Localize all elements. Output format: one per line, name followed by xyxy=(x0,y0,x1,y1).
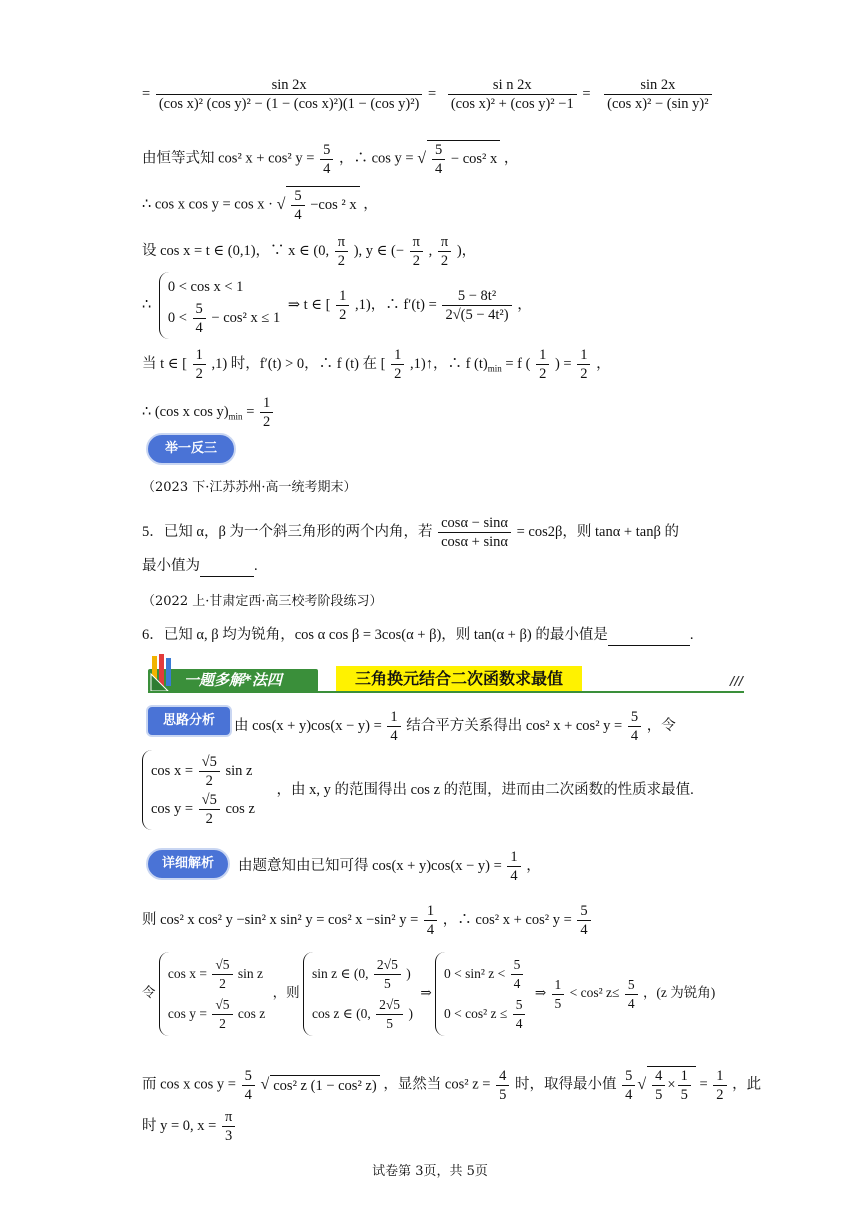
equation-system: cos x = $\frac{√5}{2}$ sin z cos y = $\frac{√5}{2}$ cos z xyxy=(142,750,255,830)
fraction: $\frac{4}{5}$ xyxy=(496,1067,509,1104)
fraction: $\frac{5}{4}$ xyxy=(320,141,333,178)
solution-line-1: 由题意知由已知可得 cos(x + y)cos(x − y) = $\frac{1}{4}$ ， xyxy=(238,849,541,884)
fraction: $\frac{1}{4}$ xyxy=(387,708,400,745)
fraction: $\frac{1}{2}$ xyxy=(260,394,273,431)
fraction: $\frac{\pi}{2}$ xyxy=(335,233,348,270)
answer-blank[interactable] xyxy=(608,625,690,646)
formula-line-2: 由恒等式知 cos² x + cos² y = $\frac{5}{4}$ ，∴ cos y = √ $\frac{5}{4}$ − cos² x ， xyxy=(142,141,519,177)
fraction: $\frac{1}{2}$ xyxy=(536,346,549,383)
solution-line-2: 则 cos² x cos² y −sin² x sin² y = cos² x −sin² y = $\frac{1}{4}$ ，∴ cos² x + cos² y = $\frac{5}{4}$ xyxy=(142,902,764,939)
radicand: $\frac{4}{5}$ × $\frac{1}{5}$ xyxy=(647,1066,696,1104)
equation-system: 0 < sin² z < $\frac{5}{4}$ 0 < cos² z ≤ $\frac{5}{4}$ xyxy=(435,952,527,1036)
fraction: $\frac{1}{5}$ xyxy=(552,976,565,1013)
banner-divider xyxy=(148,691,744,693)
radical-sign: √ xyxy=(260,1076,270,1093)
formula-line-6: 当 t ∈ [ $\frac{1}{2}$ ,1) 时，f′(t) > 0，∴ f (t) 在 [ $\frac{1}{2}$ ,1)↑，∴ f $(t)_{min} = f$ ( $\frac{1}{2}$ ) = $\frac{1}{2}$ ， xyxy=(142,347,611,382)
fraction: $\frac{4}{5}$ xyxy=(652,1067,665,1104)
source-note-2: （2022 上·甘肃定西·高三校考阶段练习） xyxy=(142,594,383,609)
fraction: $\frac{5}{4}$ xyxy=(291,187,304,224)
answer-blank[interactable] xyxy=(200,556,254,577)
fraction: $\frac{1}{5}$ xyxy=(678,1067,691,1104)
fraction: $\frac{5}{4}$ xyxy=(622,1067,635,1104)
equation-system: sin z ∈ (0, $\frac{2√5}{5}$ ) cos z ∈ (0, $\frac{2√5}{5}$ ) xyxy=(303,952,413,1036)
section-badge-analysis: 思路分析 xyxy=(146,705,232,737)
radical-sign: √ xyxy=(276,196,286,213)
formula-line-3: ∴ cos x cos y = cos x · √ $\frac{5}{4}$ −cos ² x ， xyxy=(142,188,378,223)
fraction: $\frac{\pi}{3}$ xyxy=(222,1108,235,1145)
fraction: $\frac{1}{2}$ xyxy=(577,346,590,383)
fraction: $\frac{2√5}{5}$ xyxy=(376,996,403,1033)
fraction: $\frac{\sin 2x}{\text{(cos x)² (cos y)² − (1 − (cos x)²)(1 − (cos y)²)}}$ xyxy=(156,76,423,113)
radical-sign: √ xyxy=(637,1076,647,1093)
formula-line-5: ∴ 0 < cos x < 1 0 < $\frac{5}{4}$ − cos² x ≤ 1 ⇒ t ∈ [ $\frac{1}{2}$ ,1)，∴ f′(t) = $\frac{\text{5 − 8t²}}{\text{2√(5 − 4t²)}}$ ， xyxy=(142,272,764,339)
fraction: $\frac{5}{4}$ xyxy=(513,996,526,1033)
analysis-line-2: cos x = $\frac{√5}{2}$ sin z cos y = $\frac{√5}{2}$ cos z ，由 x, y 的范围得出 cos z 的范围，进而由二次函数的性质求最值. xyxy=(142,750,764,830)
formula-line-4: 设 cos x = t ∈ (0,1)，∵ x ∈ (0, $\frac{\pi}{2}$ ), y ∈ (− $\frac{\pi}{2}$ , $\frac{\pi}{2}$ )， xyxy=(142,234,477,269)
fraction: $\frac{1}{2}$ xyxy=(391,346,404,383)
section-badge-practice: 举一反三 xyxy=(146,433,236,465)
fraction: $\frac{5}{4}$ xyxy=(628,708,641,745)
ruler-icon xyxy=(150,652,176,692)
fraction: $\frac{1}{4}$ xyxy=(424,902,437,939)
fraction: $\frac{√5}{2}$ xyxy=(212,996,232,1033)
fraction: $\frac{1}{2}$ xyxy=(713,1067,726,1104)
method-banner-topic: 三角换元结合二次函数求最值 xyxy=(336,666,582,692)
fraction: $\frac{5}{4}$ xyxy=(577,902,590,939)
fraction: $\frac{2√5}{5}$ xyxy=(374,956,401,993)
fraction: $\frac{\cos\alpha - \sin\alpha}{\cos\alpha + \sin\alpha}$ xyxy=(438,514,511,551)
radicand: $\frac{5}{4}$ −cos ² x xyxy=(286,186,359,224)
fraction: $\frac{1}{2}$ xyxy=(193,346,206,383)
fraction: $\frac{5}{4}$ xyxy=(432,141,445,178)
banner-decoration: /// xyxy=(730,674,744,688)
formula-line-1: = $\frac{\sin 2x}{\text{(cos x)² (cos y)² − (1 − (cos x)²)(1 − (cos y)²)}}$ = $\frac{\text{si n 2x}}{\text{(cos x)² + (cos y)² −1}}$ = $\frac{\sin 2x}{\text{(cos x)² − (sin y)²}}$ xyxy=(142,76,764,113)
question-5: 5．已知 α，β 为一个斜三角形的两个内角，若 $\frac{\cos\alpha - \sin\alpha}{\cos\alpha + \sin\alpha}$ = cos2β，则 tanα + tanβ 的 xyxy=(142,515,679,550)
method-banner-title: 一题多解*法四 xyxy=(184,671,282,689)
solution-line-3: 令 cos x = $\frac{√5}{2}$ sin z cos y = $\frac{√5}{2}$ cos z ，则 sin z ∈ (0, $\frac{2√5}{5}$ ) cos z ∈ (0, $\frac{2√5}{5}$ ) ⇒ 0 < sin² z < $\frac{5}{4}$ 0 < cos² z ≤ $\frac{5}{4}$ ⇒ $\frac{1}{5}$ < cos² z≤ $\frac{5}{4}$ ，(z 为锐角) xyxy=(142,952,764,1036)
equation-system: 0 < cos x < 1 0 < $\frac{5}{4}$ − cos² x ≤ 1 xyxy=(159,272,280,339)
source-note-1: （2023 下·江苏苏州·高一统考期末） xyxy=(142,480,357,495)
fraction: $\frac{√5}{2}$ xyxy=(212,956,232,993)
fraction: $\frac{\text{5 − 8t²}}{\text{2√(5 − 4t²)}}$ xyxy=(442,287,511,324)
fraction: $\frac{\text{si n 2x}}{\text{(cos x)² + (cos y)² −1}}$ xyxy=(448,76,577,113)
fraction: $\frac{1}{2}$ xyxy=(336,287,349,324)
fraction: $\frac{5}{4}$ xyxy=(242,1067,255,1104)
radicand: $\frac{5}{4}$ − cos² x xyxy=(427,140,500,178)
fraction: $\frac{\pi}{2}$ xyxy=(438,233,451,270)
fraction: $\frac{5}{4}$ xyxy=(193,300,206,337)
formula-line-7: ∴ (cos x $\cos y)_{min}$ = $\frac{1}{2}$ xyxy=(142,394,764,431)
solution-line-5: 时 y = 0, x = $\frac{\pi}{3}$ xyxy=(142,1108,764,1145)
fraction: $\frac{\sin 2x}{\text{(cos x)² − (sin y)²}}$ xyxy=(604,76,711,113)
question-5-line-2: 最小值为 . xyxy=(142,556,764,577)
solution-line-4: 而 cos x cos y = $\frac{5}{4}$ √ cos² z (1 − cos² z) ，显然当 cos² z = $\frac{4}{5}$ 时，取得最小值 $\frac{5}{4}$ √ $\frac{4}{5}$ × $\frac{1}{5}$ = $\frac{1}{2}$ ，此 xyxy=(142,1067,762,1103)
page-footer: 试卷第 3页，共 5页 xyxy=(372,1164,488,1179)
equation-system: cos x = $\frac{√5}{2}$ sin z cos y = $\frac{√5}{2}$ cos z xyxy=(159,952,265,1036)
fraction: $\frac{5}{4}$ xyxy=(511,956,524,993)
fraction: $\frac{\pi}{2}$ xyxy=(410,233,423,270)
fraction: $\frac{√5}{2}$ xyxy=(199,791,220,828)
analysis-line-1: 由 cos(x + y)cos(x − y) = $\frac{1}{4}$ 结合平方关系得出 cos² x + cos² y = $\frac{5}{4}$ ，令 xyxy=(234,709,676,744)
fraction: $\frac{5}{4}$ xyxy=(625,976,638,1013)
fraction: $\frac{1}{4}$ xyxy=(507,848,520,885)
fraction: $\frac{√5}{2}$ xyxy=(199,753,220,790)
radical-sign: √ xyxy=(417,150,427,167)
section-badge-solution: 详细解析 xyxy=(146,848,230,880)
question-6: 6．已知 α, β 均为锐角，cos α cos β = 3cos(α + β)，则 tan(α + β) 的最小值是 . xyxy=(142,625,764,646)
